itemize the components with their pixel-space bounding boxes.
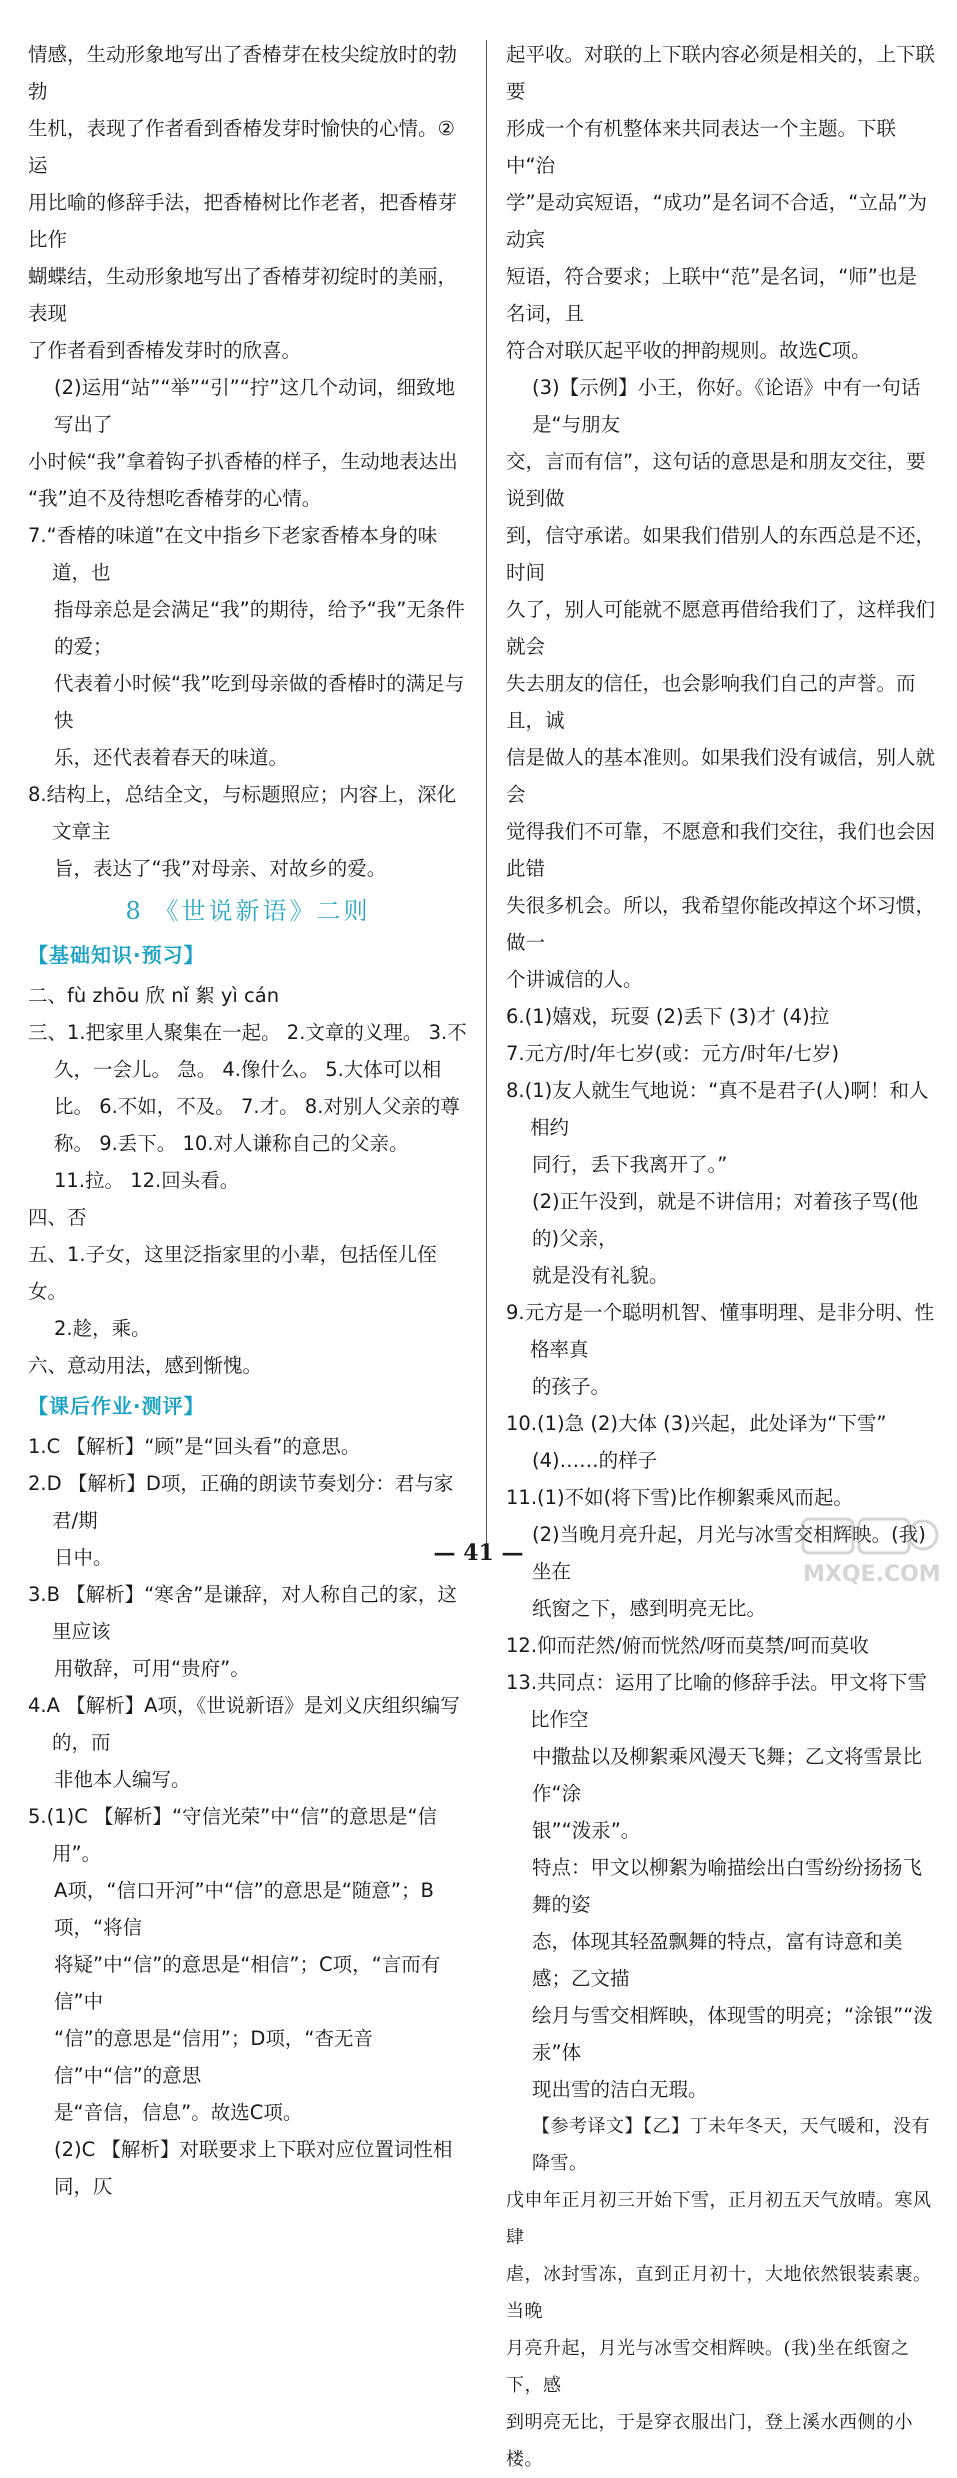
left-text-line: 蝴蝶结，生动形象地写出了香椿芽初绽时的美丽，表现	[28, 265, 458, 325]
left-text-line: 指母亲总是会满足“我”的期待，给予“我”无条件的爱；	[54, 598, 465, 658]
column-divider	[486, 40, 487, 1545]
homework-answer-line: 是“音信，信息”。故选C项。	[54, 2101, 303, 2124]
right-text-line: 失去朋友的信任，也会影响我们自己的声誉。而且，诚	[506, 672, 916, 732]
left-text-line: 旨，表达了“我”对母亲、对故乡的爱。	[54, 857, 387, 880]
right-text-line: 11.(1)不如(将下雪)比作柳絮乘风而起。	[506, 1486, 853, 1509]
right-text-line: 绘月与雪交相辉映，体现雪的明亮；“涂银”“泼汞”体	[532, 2004, 933, 2064]
right-text-line: 交，言而有信”，这句话的意思是和朋友交往，要说到做	[506, 450, 926, 510]
right-text-line: 短语，符合要求；上联中“范”是名词，“师”也是名词，且	[506, 265, 917, 325]
right-text-line: (3)【示例】小王，你好。《论语》中有一句话是“与朋友	[532, 376, 921, 436]
right-text-line: (4)……的样子	[532, 1449, 658, 1472]
basic-answer-line: 11.拉。 12.回头看。	[54, 1169, 240, 1192]
right-text-line: 到，信守承诺。如果我们借别人的东西总是不还，时间	[506, 524, 936, 584]
right-text-line: 7.元方/时/年七岁(或：元方/时年/七岁)	[506, 1042, 840, 1065]
right-text-line: 的孩子。	[532, 1375, 611, 1398]
right-text-line: 态，体现其轻盈飘舞的特点，富有诗意和美感；乙文描	[532, 1930, 903, 1990]
right-text-line: 到明亮无比，于是穿衣服出门，登上溪水西侧的小楼。	[506, 2412, 913, 2470]
right-text-line: (2)当晚月亮升起，月光与冰雪交相辉映。(我)坐在	[532, 1523, 926, 1583]
right-text-line: 【参考译文】【乙】丁未年冬天，天气暖和，没有降雪。	[532, 2116, 930, 2174]
left-text-line: “我”迫不及待想吃香椿芽的心情。	[28, 487, 322, 510]
basic-answer-line: 五、1.子女，这里泛指家里的小辈，包括侄儿侄女。	[28, 1243, 437, 1303]
right-text-line: 就是没有礼貌。	[532, 1264, 669, 1287]
left-text-line: 用比喻的修辞手法，把香椿树比作老者，把香椿芽比作	[28, 191, 458, 251]
basic-answer-line: 久，一会儿。 急。 4.像什么。 5.大体可以相	[54, 1058, 442, 1081]
right-text-line: 形成一个有机整体来共同表达一个主题。下联中“治	[506, 117, 897, 177]
basic-answer-line: 三、1.把家里人聚集在一起。 2.文章的义理。 3.不	[28, 1021, 467, 1044]
right-text-line: 符合对联仄起平收的押韵规则。故选C项。	[506, 339, 871, 362]
right-text-line: 戊申年正月初三开始下雪，正月初五天气放晴。寒风肆	[506, 2190, 932, 2248]
right-text-line: 个讲诚信的人。	[506, 968, 643, 991]
basic-knowledge-header: 【基础知识·预习】	[28, 943, 205, 967]
right-text-line: 信是做人的基本准则。如果我们没有诚信，别人就会	[506, 746, 936, 806]
homework-answer-line: A项，“信口开河”中“信”的意思是“随意”；B项，“将信	[54, 1879, 434, 1939]
left-text-line: 了作者看到香椿发芽时的欣喜。	[28, 339, 302, 362]
homework-answer-line: 非他本人编写。	[54, 1768, 191, 1791]
left-text-line: 8.结构上，总结全文，与标题照应；内容上，深化文章主	[28, 783, 457, 843]
homework-answer-line: 2.D 【解析】D项，正确的朗读节奏划分：君与家君/期	[28, 1472, 454, 1532]
left-text-line: 生机，表现了作者看到香椿发芽时愉快的心情。②运	[28, 117, 455, 177]
homework-answer-line: 1.C 【解析】“顾”是“回头看”的意思。	[28, 1435, 361, 1458]
right-text-line: 觉得我们不可靠，不愿意和我们交往，我们也会因此错	[506, 820, 936, 880]
homework-answer-line: 将疑”中“信”的意思是“相信”；C项，“言而有信”中	[54, 1953, 441, 2013]
watermark-text: MXQE.COM	[803, 1562, 941, 1587]
right-text-line: 中撒盐以及柳絮乘风漫天飞舞；乙文将雪景比作“涂	[532, 1745, 923, 1805]
left-text-line: 乐，还代表着春天的味道。	[54, 746, 289, 769]
homework-header: 【课后作业·测评】	[28, 1394, 205, 1418]
homework-answer-line: 3.B 【解析】“寒舍”是谦辞，对人称自己的家，这里应该	[28, 1583, 457, 1643]
left-answer-text	[28, 36, 468, 887]
left-text-line: 代表着小时候“我”吃到母亲做的香椿时的满足与快	[54, 672, 465, 732]
right-text-line: 现出雪的洁白无瑕。	[532, 2078, 708, 2101]
right-text-line: 纸窗之下，感到明亮无比。	[532, 1597, 767, 1620]
homework-answer-line: “信”的意思是“信用”；D项，“杳无音信”中“信”的意思	[54, 2027, 374, 2087]
right-text-line: 银”“泼汞”。	[532, 1819, 641, 1842]
right-text-line: 9.元方是一个聪明机智、懂事明理、是非分明、性格率真	[506, 1301, 935, 1361]
right-text-line: 13.共同点：运用了比喻的修辞手法。甲文将下雪比作空	[506, 1671, 928, 1731]
basic-knowledge-answers	[28, 977, 468, 1384]
basic-answer-line: 2.趁，乘。	[54, 1317, 151, 1340]
left-text-line: (2)运用“站”“举”“引”“拧”这几个动词，细致地写出了	[54, 376, 455, 436]
page-number: — 41 —	[433, 1540, 524, 1566]
left-text-line: 7.“香椿的味道”在文中指乡下老家香椿本身的味道，也	[28, 524, 438, 584]
homework-answer-line: (2)C 【解析】对联要求上下联对应位置词性相同，仄	[54, 2138, 453, 2198]
right-text-line: 久了，别人可能就不愿意再借给我们了，这样我们就会	[506, 598, 936, 658]
right-column	[506, 36, 936, 2478]
basic-answer-line: 四、否	[28, 1206, 87, 1229]
basic-answer-line: 比。 6.不如，不及。 7.才。 8.对别人父亲的尊	[54, 1095, 460, 1118]
right-text-line: 学”是动宾短语，“成功”是名词不合适，“立品”为动宾	[506, 191, 928, 251]
right-answer-text	[506, 36, 936, 2478]
homework-answer-line: 4.A 【解析】A项，《世说新语》是刘义庆组织编写的，而	[28, 1694, 460, 1754]
homework-answer-line: 用敬辞，可用“贵府”。	[54, 1657, 250, 1680]
right-text-line: 同行，丢下我离开了。”	[532, 1153, 728, 1176]
right-text-line: 6.(1)嬉戏，玩耍 (2)丢下 (3)才 (4)拉	[506, 1005, 830, 1028]
right-text-line: 特点：甲文以柳絮为喻描绘出白雪纷纷扬扬飞舞的姿	[532, 1856, 923, 1916]
basic-answer-line: 六、意动用法，感到惭愧。	[28, 1354, 263, 1377]
watermark-logo-icon	[797, 1515, 947, 1593]
left-text-line: 小时候“我”拿着钩子扒香椿的样子，生动地表达出	[28, 450, 458, 473]
left-column	[28, 36, 468, 2205]
homework-answer-line: 5.(1)C 【解析】“守信光荣”中“信”的意思是“信用”。	[28, 1805, 438, 1865]
right-text-line: (2)正午没到，就是不讲信用；对着孩子骂(他的)父亲，	[532, 1190, 919, 1250]
right-text-line: 10.(1)急 (2)大体 (3)兴起，此处译为“下雪”	[506, 1412, 887, 1435]
right-text-line: 月亮升起，月光与冰雪交相辉映。(我)坐在纸窗之下，感	[506, 2338, 910, 2396]
right-text-line: 起平收。对联的上下联内容必须是相关的，上下联要	[506, 43, 936, 103]
section-title: 8 《世说新语》二则	[125, 897, 371, 925]
right-text-line: 12.仰而茫然/俯而恍然/呀而莫禁/呵而莫收	[506, 1634, 869, 1657]
right-text-line: 8.(1)友人就生气地说：“真不是君子(人)啊！和人相约	[506, 1079, 929, 1139]
right-text-line: 失很多机会。所以，我希望你能改掉这个坏习惯，做一	[506, 894, 936, 954]
right-text-line: 虐，冰封雪冻，直到正月初十，大地依然银装素裹。当晚	[506, 2264, 932, 2322]
homework-answer-line: 日中。	[54, 1546, 113, 1569]
basic-answer-line: 二、fù zhōu 欣 nǐ 絮 yì cán	[28, 984, 280, 1007]
basic-answer-line: 称。 9.丢下。 10.对人谦称自己的父亲。	[54, 1132, 409, 1155]
left-text-line: 情感，生动形象地写出了香椿芽在枝尖绽放时的勃勃	[28, 43, 458, 103]
